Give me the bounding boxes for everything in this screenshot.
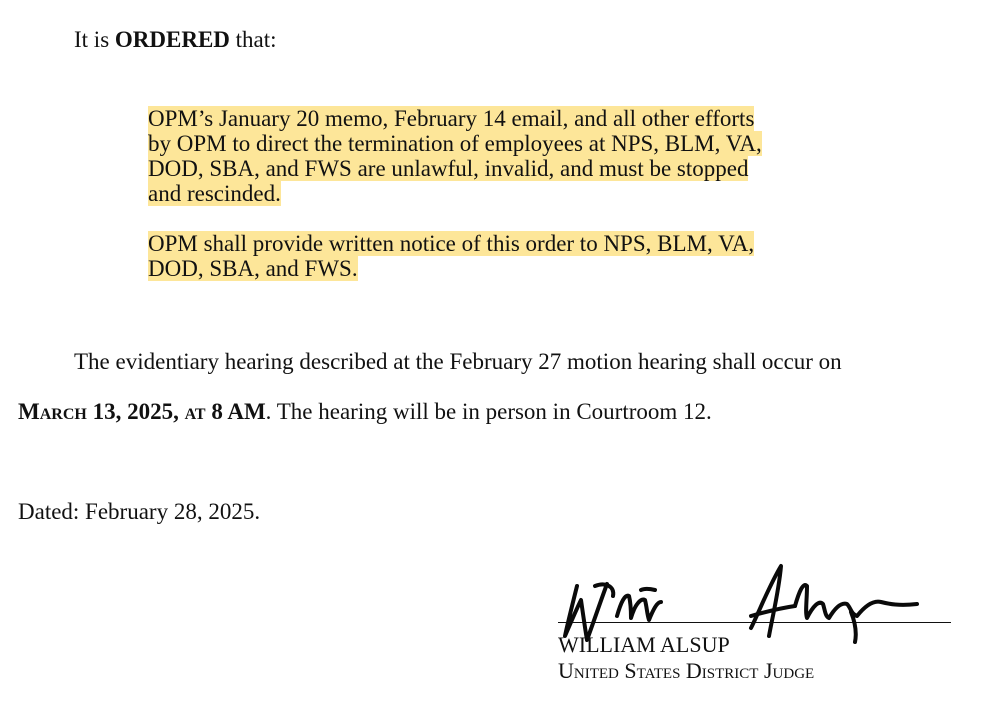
hearing-time: 8 AM [205, 399, 266, 424]
order-item-line: DOD, SBA, and FWS are unlawful, invalid, and must be stopped [148, 156, 749, 181]
hearing-location: . The hearing will be in person in Courtroom 12. [265, 399, 712, 424]
order-item-line: and rescinded. [148, 181, 281, 206]
order-item-line: OPM shall provide written notice of this order to NPS, BLM, VA, [148, 231, 755, 256]
order-item-notice [148, 231, 828, 281]
hearing-paragraph-line-1: The evidentiary hearing described at the February 27 motion hearing shall occur on [74, 349, 842, 374]
order-item-rescission [148, 106, 828, 206]
ordered-emphasis: ORDERED [114, 27, 230, 52]
dated-line: Dated: February 28, 2025. [18, 499, 261, 524]
order-item-line: DOD, SBA, and FWS. [148, 256, 358, 281]
ordered-suffix: that: [229, 27, 277, 52]
order-item-line: by OPM to direct the termination of employees at NPS, BLM, VA, [148, 131, 762, 156]
judge-title: United States District Judge [558, 658, 815, 683]
hearing-paragraph-line-2 [18, 399, 712, 424]
ordered-intro [74, 27, 277, 52]
hearing-date: March 13, 2025, at [18, 399, 206, 424]
ordered-prefix: It is [74, 27, 115, 52]
order-item-line: OPM’s January 20 memo, February 14 email, and all other efforts [148, 106, 755, 131]
judge-name: WILLIAM ALSUP [558, 632, 730, 657]
